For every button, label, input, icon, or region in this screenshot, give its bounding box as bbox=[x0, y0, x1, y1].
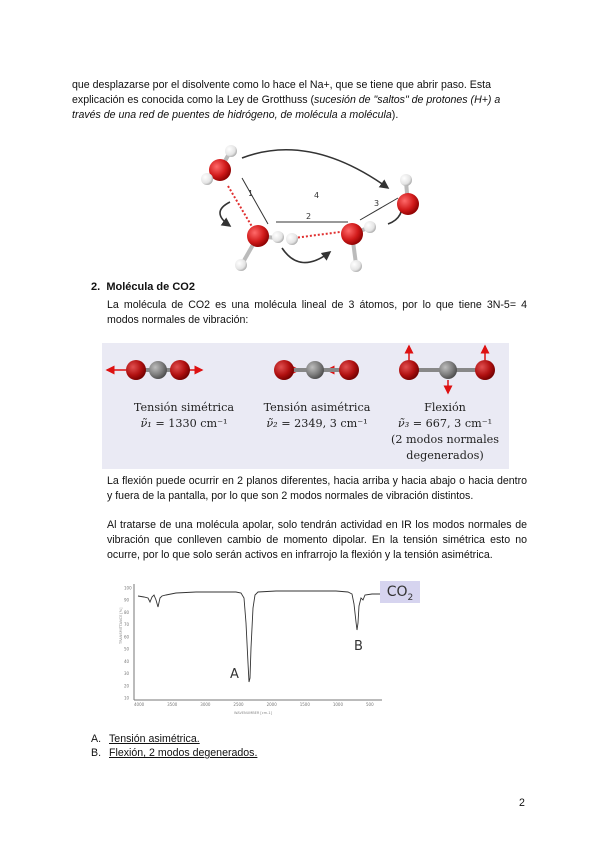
x-tick-label: 500 bbox=[366, 702, 374, 707]
hydrogen-atom bbox=[272, 231, 284, 243]
intro-line3-end: ). bbox=[391, 109, 399, 121]
intro-line1: que desplazarse por el disolvente como lo hace el Na+, que se tiene que abrir paso. Esta bbox=[72, 79, 492, 91]
list-marker: B. bbox=[91, 747, 102, 759]
section-title: Molécula de CO2 bbox=[106, 281, 195, 293]
oxygen-atom bbox=[247, 225, 269, 247]
y-tick-label: 90 bbox=[124, 597, 130, 603]
asymmetric-stretch-molecule bbox=[274, 360, 359, 380]
mode-symmetric-stretch bbox=[124, 400, 244, 432]
mode-wavenumber: = 2349, 3 cm⁻¹ bbox=[281, 417, 368, 430]
jump-arrow-4 bbox=[242, 150, 388, 188]
distance-line-1 bbox=[242, 178, 268, 224]
mode-name: Tensión asimétrica bbox=[263, 401, 371, 414]
x-tick-label: 3000 bbox=[200, 702, 211, 707]
co2-mode-drawings bbox=[102, 343, 509, 403]
mode-name: Tensión simétrica bbox=[133, 401, 235, 414]
label-2: 2 bbox=[306, 212, 312, 221]
mode-symbol: ν̃₃ bbox=[397, 417, 410, 430]
y-tick-label: 60 bbox=[124, 634, 130, 640]
y-tick-label: 40 bbox=[124, 658, 130, 664]
hydrogen-atom bbox=[225, 145, 237, 157]
x-tick-label: 1500 bbox=[299, 702, 310, 707]
co2-badge: $CO_2$ bbox=[380, 581, 420, 603]
hydrogen-bond bbox=[294, 232, 340, 238]
y-tick-label: 80 bbox=[124, 609, 130, 615]
list-item bbox=[91, 732, 200, 746]
y-tick-label: 10 bbox=[124, 695, 130, 701]
section-body: La molécula de CO2 es una molécula lineal de 3 átomos, por lo que tiene 3N-5= 4 modos normales de vibración: bbox=[107, 299, 527, 326]
mode-symbol: ν̃₂ bbox=[266, 417, 278, 430]
hydrogen-atom bbox=[235, 259, 247, 271]
oxygen-atom bbox=[341, 223, 363, 245]
y-tick-label: 70 bbox=[124, 622, 130, 628]
curved-arrow-left bbox=[220, 202, 230, 226]
intro-line2-italic: sucesión de "saltos" de protones (H+) a bbox=[314, 94, 501, 106]
list-text: Tensión asimétrica. bbox=[109, 733, 200, 745]
label-4: 4 bbox=[314, 191, 320, 200]
x-tick-label: 2500 bbox=[233, 702, 244, 707]
grotthuss-diagram bbox=[190, 140, 430, 275]
ir-spectrum bbox=[116, 578, 422, 724]
y-tick-label: 30 bbox=[124, 671, 130, 677]
ir-spectrum-plot bbox=[116, 578, 422, 724]
peak-label-a: A bbox=[230, 667, 239, 682]
intro-paragraph bbox=[72, 78, 528, 123]
mode-note: degenerados) bbox=[406, 449, 484, 462]
label-1: 1 bbox=[248, 189, 254, 198]
flexion-paragraph: La flexión puede ocurrir en 2 planos diferentes, hacia arriba y hacia abajo o hacia dentro y fuera de la pantalla, por lo que son 2 modos normales de vibración distintos. bbox=[107, 475, 527, 502]
intro-line2: explicación es conocida como la Ley de Grotthuss ( bbox=[72, 94, 315, 106]
mode-wavenumber: = 667, 3 cm⁻¹ bbox=[412, 417, 493, 430]
svg-text:TRANSMITTANCE [%]: TRANSMITTANCE [%] bbox=[119, 607, 123, 644]
page-number: 2 bbox=[519, 797, 525, 809]
curved-arrow-bottom bbox=[282, 248, 330, 263]
svg-text:WAVENUMBER [cm-1]: WAVENUMBER [cm-1] bbox=[234, 711, 272, 715]
hydrogen-atom bbox=[364, 221, 376, 233]
mode-wavenumber: = 1330 cm⁻¹ bbox=[155, 417, 228, 430]
x-tick-label: 2000 bbox=[266, 702, 277, 707]
bending-molecule bbox=[399, 346, 495, 393]
peak-label-b: B bbox=[354, 639, 363, 654]
mode-bending bbox=[382, 400, 508, 464]
hydrogen-atom bbox=[201, 173, 213, 185]
mode-asymmetric-stretch bbox=[252, 400, 382, 432]
vibrational-modes-panel bbox=[102, 343, 509, 469]
section-number: 2. bbox=[91, 281, 101, 293]
symmetric-stretch-molecule bbox=[107, 360, 202, 380]
hydrogen-atom bbox=[286, 233, 298, 245]
x-tick-label: 3500 bbox=[167, 702, 178, 707]
list-item bbox=[91, 746, 257, 760]
intro-line3-italic: través de una red de puentes de hidrógeno, de molécula a molécula bbox=[72, 109, 392, 121]
x-tick-label: 4000 bbox=[134, 702, 145, 707]
x-tick-label: 1000 bbox=[332, 702, 344, 707]
oxygen-atom bbox=[397, 193, 419, 215]
hydrogen-atom bbox=[400, 174, 412, 186]
label-3: 3 bbox=[374, 199, 380, 208]
mode-symbol: ν̃₁ bbox=[140, 417, 152, 430]
hydrogen-atom bbox=[350, 260, 362, 272]
y-tick-label: 20 bbox=[124, 683, 130, 689]
list-text: Flexión, 2 modos degenerados. bbox=[109, 747, 258, 759]
y-tick-label: 50 bbox=[124, 646, 130, 652]
mode-name: Flexión bbox=[424, 401, 466, 414]
y-tick-label: 100 bbox=[124, 585, 132, 591]
ir-activity-paragraph: Al tratarse de una molécula apolar, solo tendrán actividad en IR los modos normales de vibración que conlleven cambio de momento dipolar. En la tensión simétrica esto no ocurre, por lo que solo serán activos en infrarrojo la flexión y la tensión asimétrica. bbox=[107, 519, 527, 561]
section-heading bbox=[91, 281, 195, 293]
mode-note: (2 modos normales bbox=[390, 433, 500, 446]
list-marker: A. bbox=[91, 733, 102, 745]
